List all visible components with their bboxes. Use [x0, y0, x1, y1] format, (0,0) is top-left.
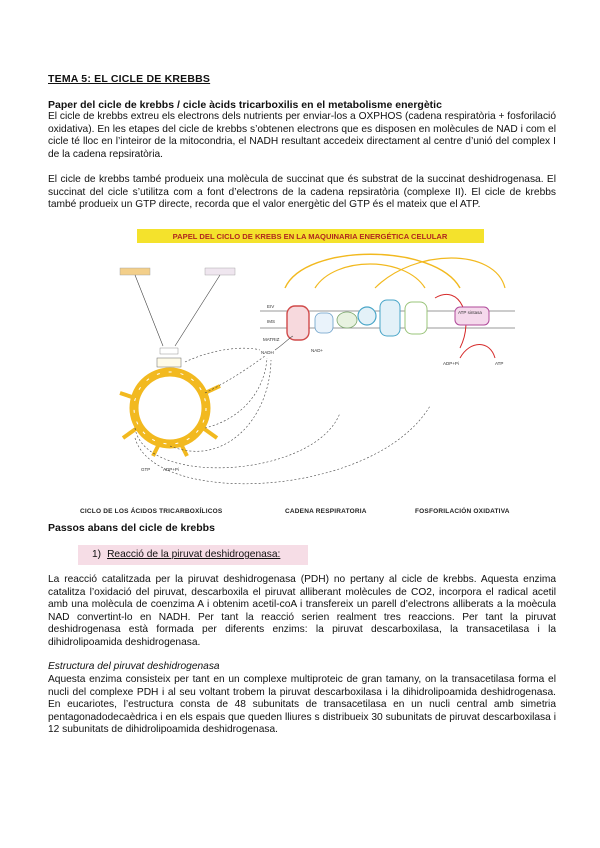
- paragraph-pdh-structure: Aquesta enzima consisteix per tant en un complexe multiproteic de gran tamany, on la transacetilasa forma el nucli del complexe PDH i al seu voltant trobem la piruvat descarboxilasa i la dihidrolipoamida deshidrogenasa. En eucariotes, l’estructura consta de 48 subunitats de transacetilasa en un nucli central amb simetria pentagonadodecaèdrica i en els espais que queden lliures s distribueix 30 subunitats de piruvat descarboxilasa i 12 subunitats de dihidrolipoamida deshidrogenasa.: [48, 674, 556, 736]
- step-1-number: 1): [92, 549, 102, 560]
- gtp-label: GTP: [141, 467, 151, 472]
- page-title: TEMA 5: EL CICLE DE KREBBS: [48, 73, 211, 85]
- complex-iii: [358, 307, 376, 325]
- atp-label: ATP: [495, 361, 504, 366]
- proton-arc-2: [315, 264, 425, 288]
- gdp-label: ADP+Pi: [163, 467, 179, 472]
- substrate-box-2: [205, 268, 235, 275]
- section-heading-steps: Passos abans del cicle de krebbs: [48, 522, 215, 534]
- proton-arc-3: [375, 258, 505, 288]
- label-ims: IMS: [267, 319, 276, 324]
- label-eiv: EIV: [267, 304, 275, 309]
- adp-label: ADP+Pi: [443, 361, 459, 366]
- step-1-label: Reacció de la piruvat deshidrogenasa:: [107, 549, 281, 560]
- paragraph-role-2: El cicle de krebbs també produeix una molècula de succinat que és substrat de la succinat deshidrogenasa. El succinat del cicle s’utilitza com a font d’electrons de la cadena repsiratòria (complexe II). El cicle de krebbs també produeix un GTP directe, recorda que el valor energètic del GTP és el mateix que el ATP.: [48, 174, 556, 211]
- nad-label: NAD+: [311, 348, 324, 353]
- cytochrome-c: [380, 300, 400, 336]
- atp-synthase-label: ATP sintasa: [458, 310, 482, 315]
- paragraph-role-1: El cicle de krebbs extreu els electrons dels nutrients per enviar-los a OXPHOS (cadena respiratòria + fosforilació oxidativa). En les etapes del cicle de krebbs s’obtenen electrons que es disposen en molècules de NAD i com el cicle té lloc en l’inteiror de la mitocondria, el NADH resultant accedeix directament al centre d’unió del complex I de la cadena repsiratòria.: [48, 111, 556, 160]
- complex-iv: [405, 302, 427, 334]
- caption-oxphos: FOSFORILACIÓN OXIDATIVA: [415, 508, 510, 515]
- pyruvate-box: [160, 348, 178, 354]
- label-matrix: MATRIZ: [263, 337, 280, 342]
- coenzyme-q: [337, 312, 357, 328]
- complex-i: [287, 306, 309, 340]
- step-1-heading: [78, 545, 308, 565]
- figure-banner-text: PAPEL DEL CICLO DE KREBS EN LA MAQUINARIA ENERGÉTICA CELULAR: [172, 232, 448, 241]
- section-heading-role: Paper del cicle de krebbs / cicle àcids tricarboxilis en el metabolisme energètic: [48, 99, 442, 111]
- subheading-pdh-structure: Estructura del piruvat deshidrogenasa: [48, 661, 220, 672]
- paragraph-pdh: La reacció catalitzada per la piruvat deshidrogenasa (PDH) no pertany al cicle de krebbs. Aquesta enzima catalitza l’oxidació del piruvat, descarboxila el piruvat alliberant molècules de CO2, incorpora el radical acetil amb una molècula de coenzima A i obtenim acetil-coA i transfereix un parell d’electrons alliberats a la moècula NAD convertint-lo en NADH. Per tant la reacció serien realment tres reaccions. Per tant la piruvat deshidrogenasa està formada per diferents enzims: la piruvat descarboxilasa, la transacetilasa i la dihidrolipoamida deshidrogenasa.: [48, 574, 556, 648]
- electron-paths: [135, 348, 430, 484]
- figure-diagram: [75, 228, 545, 518]
- substrate-box-1: [120, 268, 150, 275]
- nadh-label: NADH: [261, 350, 274, 355]
- atp-arrow: [460, 345, 495, 359]
- caption-krebs: CICLO DE LOS ÁCIDOS TRICARBOXÍLICOS: [80, 508, 223, 515]
- krebs-energy-figure: [75, 228, 545, 518]
- caption-respiratory-chain: CADENA RESPIRATORIA: [285, 508, 367, 515]
- arrow-line-2: [175, 275, 220, 346]
- acetyl-coa-box: [157, 358, 181, 367]
- arrow-line-1: [135, 275, 163, 346]
- complex-ii: [315, 313, 333, 333]
